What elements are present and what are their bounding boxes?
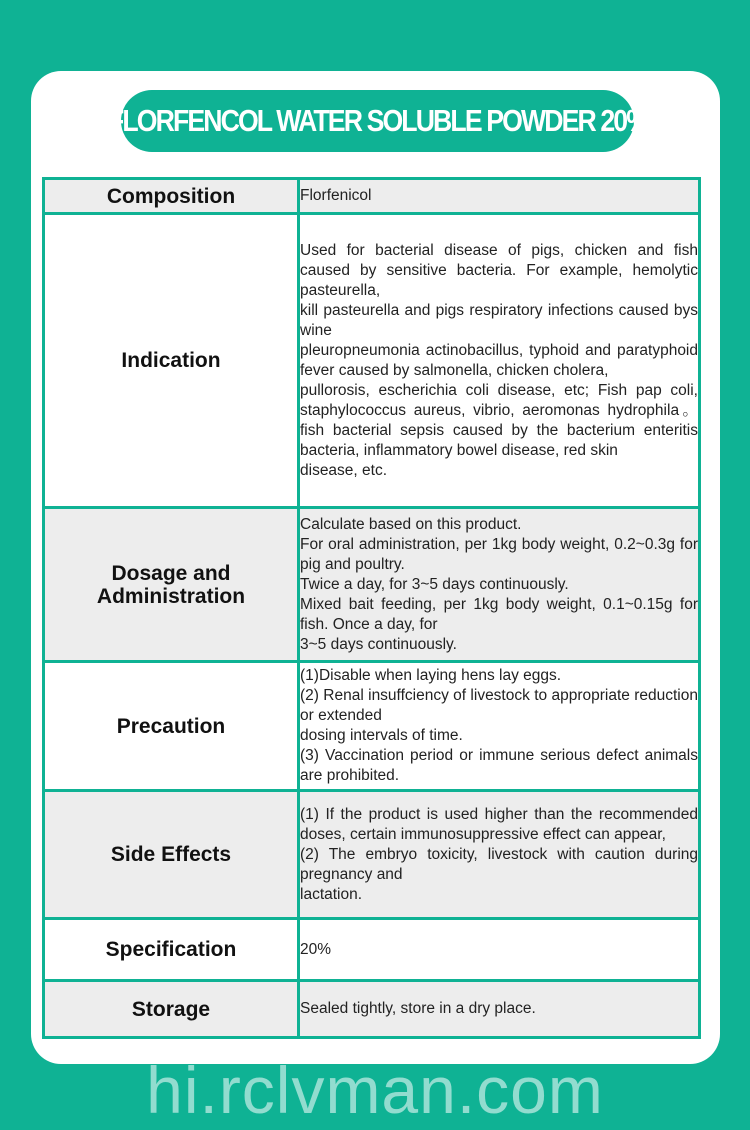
title-banner bbox=[107, 90, 648, 152]
row-label: Composition bbox=[44, 179, 299, 214]
table-row-side-effects bbox=[44, 791, 700, 919]
row-value bbox=[299, 791, 700, 919]
row-value bbox=[299, 981, 700, 1038]
row-label: Precaution bbox=[44, 662, 299, 791]
row-value bbox=[299, 214, 700, 508]
row-value bbox=[299, 508, 700, 662]
specification-table bbox=[42, 177, 701, 1039]
product-title: FLORFENCOL WATER SOLUBLE POWDER 20% bbox=[107, 103, 648, 138]
row-value bbox=[299, 662, 700, 791]
table-row-composition bbox=[44, 179, 700, 214]
row-value-text: (1) If the product is used higher than the recommended doses, certain immunosuppressive effect can appear, (2) The embryo toxicity, livestock with caution during pregnancy and lactation. bbox=[300, 805, 698, 903]
table-row-storage bbox=[44, 981, 700, 1038]
row-value-text: Calculate based on this product. For oral administration, per 1kg body weight, 0.2~0.3g for pig and poultry. Twice a day, for 3~5 days continuously. Mixed bait feeding, per 1kg body weight, 0.1~0.15g for fish. Once a day, for 3~5 days continuously. bbox=[300, 515, 698, 653]
row-label: Side Effects bbox=[44, 791, 299, 919]
table-row-dosage bbox=[44, 508, 700, 662]
table-row-precaution bbox=[44, 662, 700, 791]
row-label: Dosage and Administration bbox=[44, 508, 299, 662]
table-row-specification bbox=[44, 919, 700, 981]
table-row-indication bbox=[44, 214, 700, 508]
row-value bbox=[299, 179, 700, 214]
row-value-text: Sealed tightly, store in a dry place. bbox=[300, 1000, 536, 1017]
row-label: Specification bbox=[44, 919, 299, 981]
row-value-text: 20% bbox=[300, 940, 332, 958]
row-value-text: Florfenicol bbox=[300, 187, 372, 204]
row-value-text: Used for bacterial disease of pigs, chicken and fish caused by sensitive bacteria. For example, hemolytic pasteurella, kill pasteurella and pigs respiratory infections caused bys wine pleuropneumonia actinobacillus, typhoid and paratyphoid fever caused by salmonella, chicken cholera, pullorosis, escherichia coli disease, etc; Fish pap coli, staphylococcus aureus, vibrio, aeromonas hydrophila。fish bacterial sepsis caused by the bacterium enteritis bacteria, inflammatory bowel disease, red skin disease, etc. bbox=[300, 241, 698, 479]
row-value bbox=[299, 919, 700, 981]
row-label: Storage bbox=[44, 981, 299, 1038]
watermark-text: hi.rclvman.com bbox=[146, 1053, 604, 1127]
row-value-text: (1)Disable when laying hens lay eggs. (2) Renal insuffciency of livestock to appropriate reduction or extended dosing intervals of time. (3) Vaccination period or immune serious defect animals are prohibited. bbox=[300, 667, 698, 784]
row-label: Indication bbox=[44, 214, 299, 508]
